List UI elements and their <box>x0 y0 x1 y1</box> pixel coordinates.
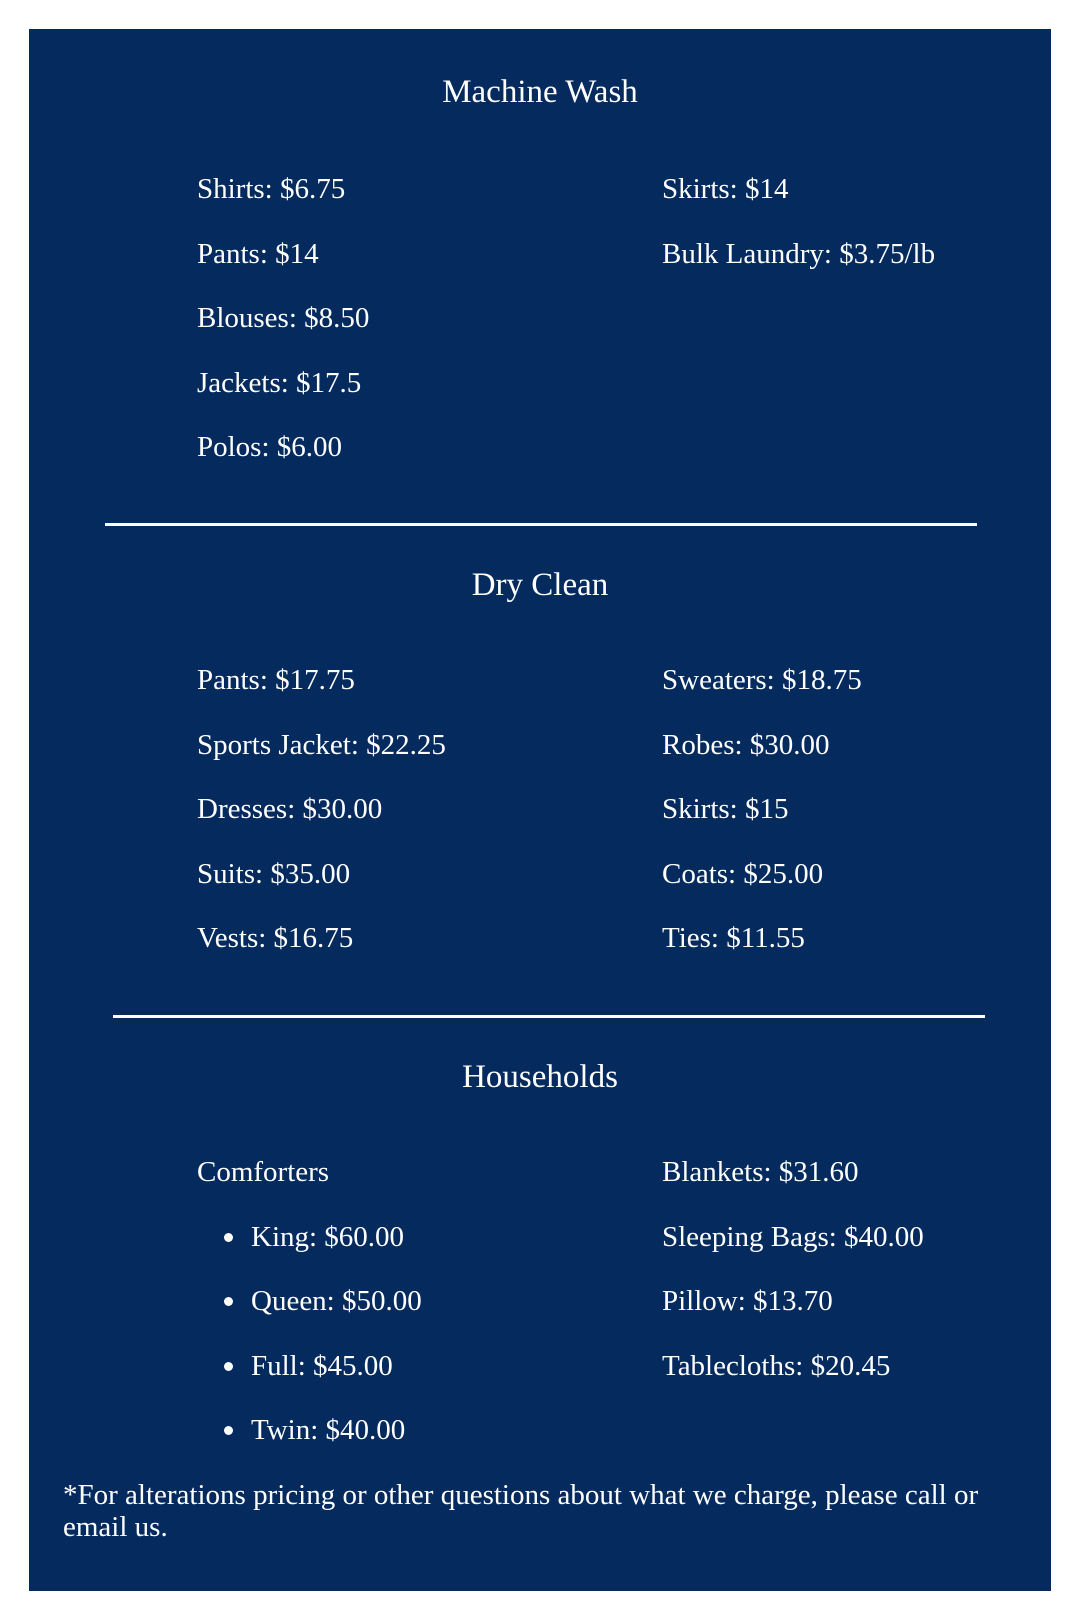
price-item: Polos: $6.00 <box>197 431 343 463</box>
price-item: Sports Jacket: $22.25 <box>197 728 446 761</box>
price-item: Sweaters: $18.75 <box>662 664 862 696</box>
bullet-icon <box>224 1233 233 1242</box>
dry-clean-left-list <box>197 662 446 985</box>
price-item: Dresses: $30.00 <box>197 793 383 825</box>
price-item: Full: $45.00 <box>251 1349 393 1382</box>
dry-clean-title: Dry Clean <box>471 567 609 603</box>
price-item: Sleeping Bags: $40.00 <box>662 1220 924 1253</box>
section-divider <box>105 523 977 526</box>
price-item: Tablecloths: $20.45 <box>662 1349 891 1382</box>
list-item <box>197 1283 422 1348</box>
households-right-list <box>662 1154 924 1412</box>
price-item: Skirts: $15 <box>662 793 789 825</box>
price-list-panel <box>29 29 1051 1591</box>
price-item: Skirts: $14 <box>662 173 789 205</box>
footnote: *For alterations pricing or other questions about what we charge, please call or email us. <box>63 1479 979 1543</box>
households-left-list <box>197 1154 422 1477</box>
section-divider <box>113 1015 985 1018</box>
list-item <box>197 1219 422 1284</box>
price-item: Pants: $14 <box>197 237 319 270</box>
price-item: Twin: $40.00 <box>251 1414 406 1446</box>
list-item <box>197 1412 422 1477</box>
comforters-list <box>197 1219 422 1477</box>
price-item: Blankets: $31.60 <box>662 1156 859 1188</box>
bullet-icon <box>224 1297 233 1306</box>
bullet-icon <box>224 1426 233 1435</box>
households-title: Households <box>462 1059 618 1095</box>
price-item: Suits: $35.00 <box>197 857 351 890</box>
price-item: Bulk Laundry: $3.75/lb <box>662 237 936 270</box>
machine-wash-right-list <box>662 171 935 300</box>
price-item: Shirts: $6.75 <box>197 173 346 205</box>
machine-wash-title: Machine Wash <box>442 74 638 110</box>
price-item: Vests: $16.75 <box>197 922 354 954</box>
price-item: King: $60.00 <box>251 1220 405 1253</box>
price-item: Pants: $17.75 <box>197 664 355 696</box>
comforters-label: Comforters <box>197 1156 330 1188</box>
price-item: Jackets: $17.5 <box>197 366 362 399</box>
price-item: Pillow: $13.70 <box>662 1285 833 1317</box>
machine-wash-left-list <box>197 171 369 494</box>
dry-clean-right-list <box>662 662 862 985</box>
price-item: Coats: $25.00 <box>662 857 824 890</box>
price-item: Blouses: $8.50 <box>197 302 370 334</box>
bullet-icon <box>224 1362 233 1371</box>
price-item: Ties: $11.55 <box>662 922 805 954</box>
price-item: Robes: $30.00 <box>662 728 830 761</box>
list-item <box>197 1348 422 1413</box>
price-item: Queen: $50.00 <box>251 1285 422 1317</box>
